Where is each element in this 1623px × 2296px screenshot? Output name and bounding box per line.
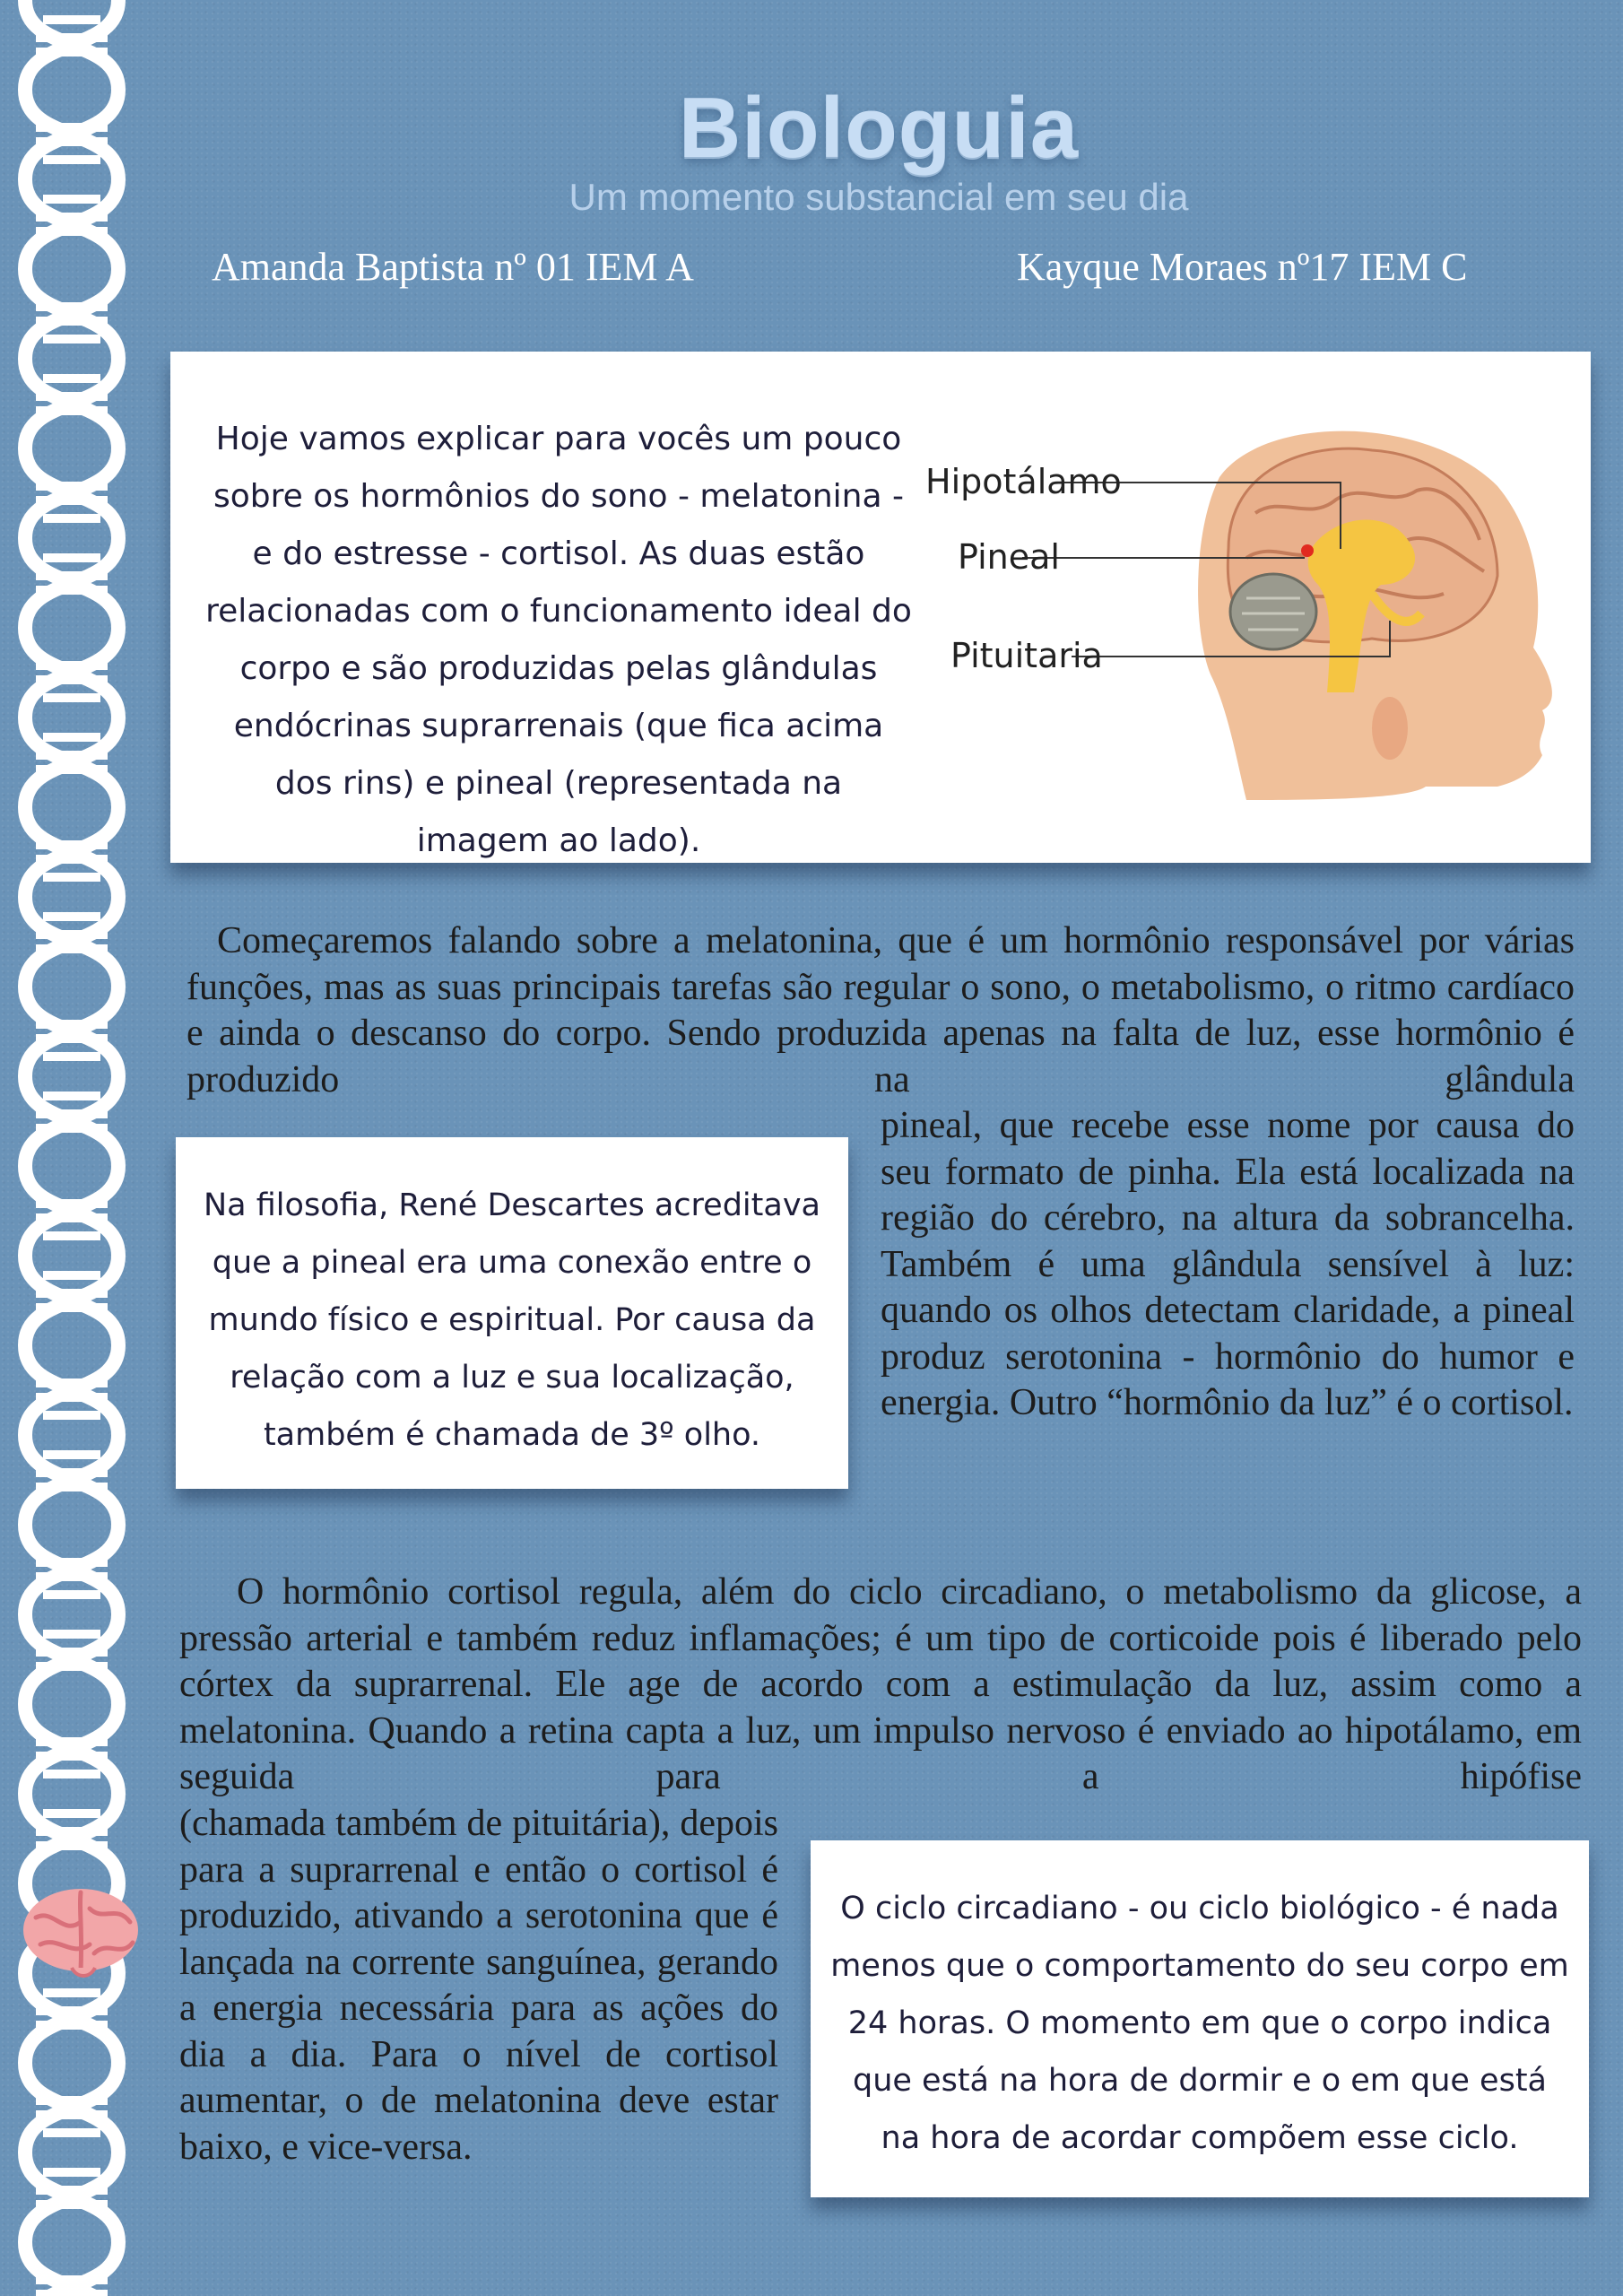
brain-icon (18, 1882, 143, 1980)
philosophy-card (176, 1137, 848, 1489)
circadian-card (811, 1840, 1589, 2197)
melatonin-paragraph-top: Começaremos falando sobre a melatonina, que é um hormônio responsável por várias funções, mas as suas principais tarefas são regular o sono, o metabolismo, o ritmo cardíaco e ainda o descanso do corpo. Sendo produzida apenas na falta de luz, esse hormônio é produzido na glândula (187, 920, 1575, 1100)
page-subtitle: Um momento substancial em seu dia (568, 176, 1189, 218)
page-title: Biologuia (678, 80, 1080, 176)
melatonin-paragraph-side: pineal, que recebe esse nome por causa do seu formato de pinha. Ela está localizada na região do cérebro, na altura da sobrancelha. Também é uma glândula sensível à luz: quando os olhos detectam claridade, a pineal produz serotonina - hormônio do humor e energia. Outro “hormônio da luz” é o cortisol. (881, 1105, 1575, 1423)
cortisol-paragraph-side: (chamada também de pituitária), depois para a suprarrenal e então o cortisol é produzido, ativando a serotonina que é lançada na corrente sanguínea, gerando a energia necessária para as ações do dia a dia. Para o nível de cortisol aumentar, o de melatonina deve estar baixo, e vice-versa. (179, 1803, 778, 2168)
philosophy-text: Na filosofia, René Descartes acreditava que a pineal era uma conexão entre o mundo físico e espiritual. Por causa da relação com a luz e sua localização, também é chamada de 3º olho. (204, 1187, 820, 1453)
cortisol-paragraph-top: O hormônio cortisol regula, além do ciclo circadiano, o metabolismo da glicose, a pressão arterial e também reduz inflamações; é um tipo de corticoide pois é liberado pelo córtex da suprarrenal. Ele age de acordo com a estimulação da luz, assim como a melatonina. Quando a retina capta a luz, um impulso nervoso é enviado ao hipotálamo, em seguida para a hipófise (179, 1571, 1582, 1797)
circadian-text: O ciclo circadiano - ou ciclo biológico - é nada menos que o comportamento do seu corpo em 24 horas. O momento em que o corpo indica que está na hora de dormir e o em que está na hora de acordar compõem esse ciclo. (830, 1891, 1569, 2156)
label-pituitaria: Pituitaria (950, 636, 1103, 675)
head-anatomy-icon (924, 405, 1569, 800)
label-hipotalamo: Hipotálamo (925, 462, 1122, 501)
author-right: Kayque Moraes nº17 IEM C (1017, 245, 1468, 289)
label-pineal: Pineal (958, 537, 1060, 577)
intro-card (170, 352, 1591, 863)
intro-text: Hoje vamos explicar para vocês um pouco sobre os hormônios do sono - melatonina - e do estresse - cortisol. As duas estão relacionadas com o funcionamento ideal do corpo e são produzidas pelas glândulas endócrinas suprarrenais (que fica acima dos rins) e pineal (representada na imagem ao lado). (205, 421, 912, 859)
author-left: Amanda Baptista nº 01 IEM A (212, 245, 694, 289)
